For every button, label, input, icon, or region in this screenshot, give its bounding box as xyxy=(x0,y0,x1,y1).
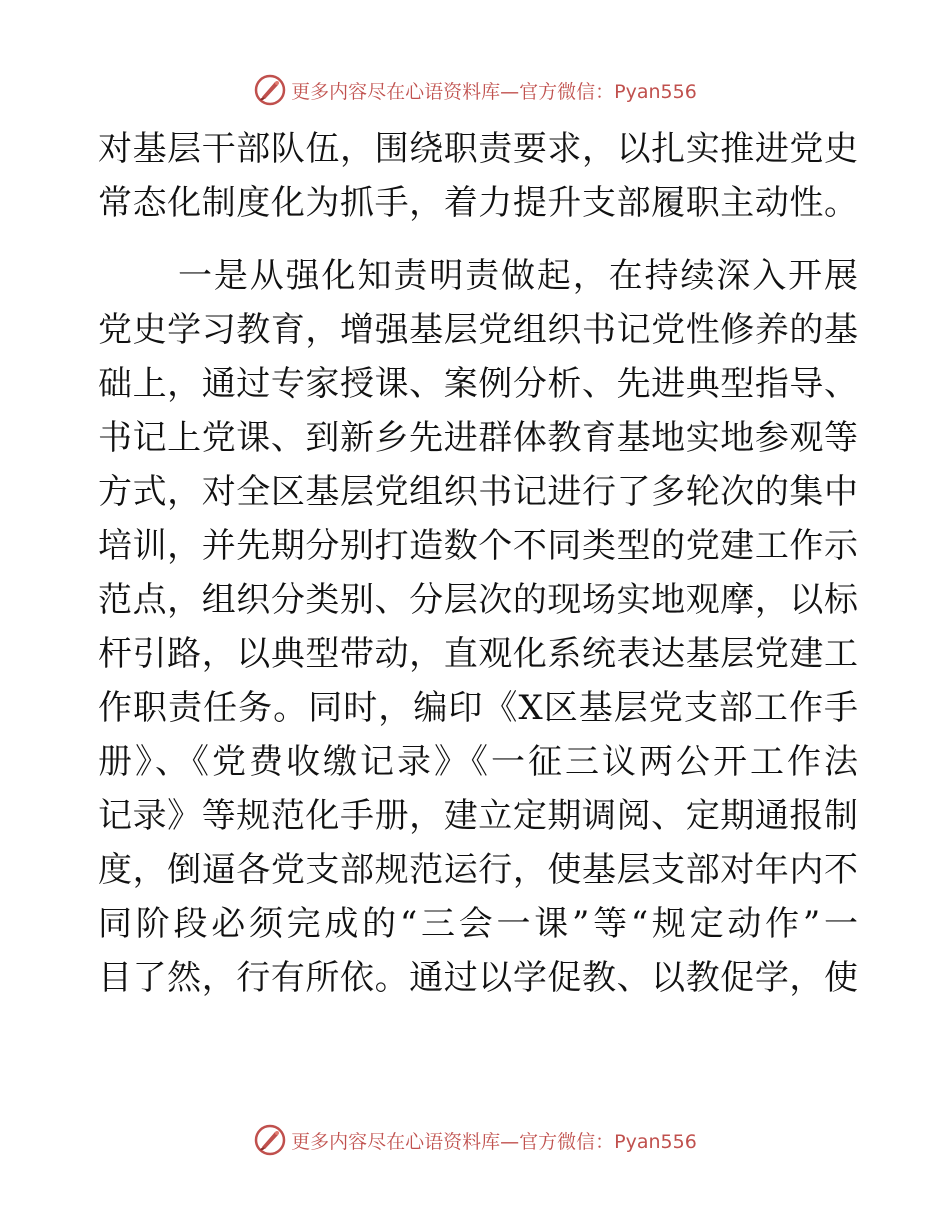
body-line: 目了然，行有所依。通过以学促教、以教促学，使 xyxy=(98,958,858,998)
body-line: 记录》等规范化手册，建立定期调阅、定期通报制 xyxy=(98,796,858,836)
footer-watermark xyxy=(0,1120,950,1160)
body-line: 常态化制度化为抓手，着力提升支部履职主动性。 xyxy=(98,183,858,223)
brush-logo-icon xyxy=(253,73,287,107)
body-line: 党史学习教育，增强基层党组织书记党性修养的基 xyxy=(98,310,858,350)
brush-logo-icon xyxy=(253,1123,287,1157)
header-watermark xyxy=(0,70,950,110)
body-line: 书记上党课、到新乡先进群体教育基地实地参观等 xyxy=(98,418,858,458)
body-line: 对基层干部队伍，围绕职责要求，以扎实推进党史 xyxy=(98,129,858,169)
body-line: 一是从强化知责明责做起，在持续深入开展 xyxy=(178,256,858,296)
body-line: 度，倒逼各党支部规范运行，使基层支部对年内不 xyxy=(98,850,858,890)
footer-watermark-text: 更多内容尽在心语资料库—官方微信：Pyan556 xyxy=(291,1130,697,1153)
body-line: 作职责任务。同时，编印《X区基层党支部工作手 xyxy=(98,688,858,728)
document-body xyxy=(98,122,858,1005)
body-line: 册》、《党费收缴记录》《一征三议两公开工作法 xyxy=(98,742,858,782)
body-line: 杆引路，以典型带动，直观化系统表达基层党建工 xyxy=(98,634,858,674)
body-line: 培训，并先期分别打造数个不同类型的党建工作示 xyxy=(98,526,858,566)
header-watermark-text: 更多内容尽在心语资料库—官方微信：Pyan556 xyxy=(291,80,697,103)
body-line: 方式，对全区基层党组织书记进行了多轮次的集中 xyxy=(98,472,858,512)
body-line: 同阶段必须完成的“三会一课”等“规定动作”一 xyxy=(98,904,858,944)
body-line: 范点，组织分类别、分层次的现场实地观摩，以标 xyxy=(98,580,858,620)
body-line: 础上，通过专家授课、案例分析、先进典型指导、 xyxy=(98,364,858,404)
